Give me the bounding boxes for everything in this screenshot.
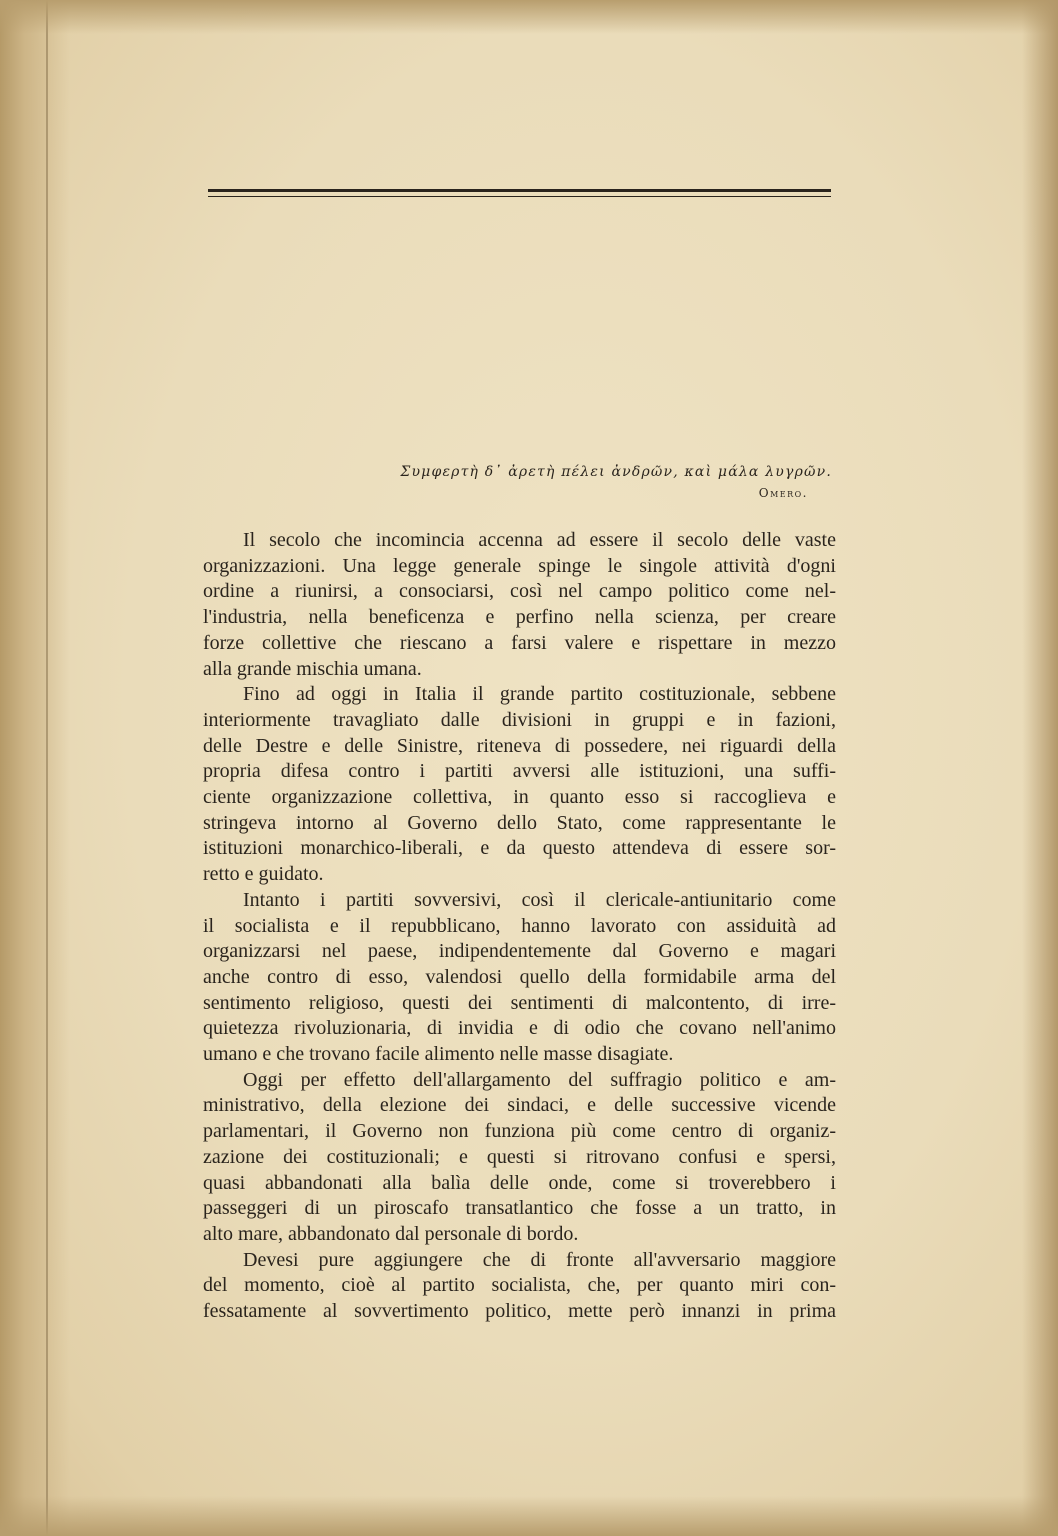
spine-crease xyxy=(46,0,48,1536)
bottom-edge-shadow xyxy=(0,1496,1058,1536)
right-edge-shadow xyxy=(1022,0,1058,1536)
top-edge-shadow xyxy=(0,0,1058,34)
text-line: alla grande mischia umana. xyxy=(203,657,422,680)
text-line: propria difesa contro i partiti avversi alle istituzioni, una suffi- xyxy=(203,760,836,783)
text-line: retto e guidato. xyxy=(203,863,324,886)
text-line: organizzarsi nel paese, indipendentemente dal Governo e magari xyxy=(203,940,836,963)
text-line: passeggeri di un piroscafo transatlantico che fosse a un tratto, in xyxy=(203,1197,836,1220)
text-line: Il secolo che incomincia accenna ad essere il secolo delle vaste xyxy=(243,529,836,551)
paragraph xyxy=(203,1068,836,1248)
text-line: anche contro di esso, valendosi quello della formidabile arma del xyxy=(203,965,836,988)
text-line: parlamentari, il Governo non funziona più come centro di organiz- xyxy=(203,1120,836,1143)
text-line: Oggi per effetto dell'allargamento del suffragio politico e am- xyxy=(243,1068,836,1091)
epigraph xyxy=(400,464,832,500)
text-line: ordine a riunirsi, a consociarsi, così nel campo politico come nel- xyxy=(203,580,836,603)
text-line: fessatamente al sovvertimento politico, mette però innanzi in prima xyxy=(203,1300,836,1323)
text-line: istituzioni monarchico-liberali, e da questo attendeva di essere sor- xyxy=(203,837,836,860)
text-line: l'industria, nella beneficenza e perfino nella scienza, per creare xyxy=(203,606,836,629)
paragraph xyxy=(203,888,836,1068)
text-line: Devesi pure aggiungere che di fronte all'avversario maggiore xyxy=(243,1248,836,1271)
text-line: Fino ad oggi in Italia il grande partito costituzionale, sebbene xyxy=(243,683,836,706)
spine-shadow xyxy=(0,0,70,1536)
text-line: stringeva intorno al Governo dello Stato, come rappresentante le xyxy=(203,811,836,834)
text-line: interiormente travagliato dalle divisioni in gruppi e in fazioni, xyxy=(203,708,836,731)
text-line: del momento, cioè al partito socialista, che, per quanto miri con- xyxy=(203,1274,836,1297)
body-text xyxy=(203,528,836,1325)
text-line: ministrativo, della elezione dei sindaci, e delle successive vicende xyxy=(203,1094,836,1117)
text-line: forze collettive che riescano a farsi valere e rispettare in mezzo xyxy=(203,631,836,654)
paragraph xyxy=(203,528,836,682)
text-line: zazione dei costituzionali; e questi si ritrovano confusi e spersi, xyxy=(203,1145,836,1168)
text-line: quietezza rivoluzionaria, di invidia e di odio che covano nell'animo xyxy=(203,1017,836,1040)
text-line: delle Destre e delle Sinistre, riteneva di possedere, nei riguardi della xyxy=(203,734,836,757)
text-line: ciente organizzazione collettiva, in quanto esso si raccoglieva e xyxy=(203,786,836,809)
header-rule-thin xyxy=(208,196,831,197)
text-line: il socialista e il repubblicano, hanno lavorato con assiduità ad xyxy=(203,914,836,937)
header-rule-thick xyxy=(208,189,831,192)
text-line: alto mare, abbandonato dal personale di bordo. xyxy=(203,1222,579,1245)
epigraph-author: Omero. xyxy=(758,486,808,500)
text-line: Intanto i partiti sovversivi, così il clericale-antiunitario come xyxy=(243,888,836,911)
paragraph xyxy=(203,682,836,888)
epigraph-quote: Συμφερτὴ δ᾽ ἀρετὴ πέλει ἀνδρῶν, καὶ μάλα λυγρῶν. xyxy=(400,464,832,480)
text-line: sentimento religioso, questi dei sentimenti di malcontento, di irre- xyxy=(203,991,836,1014)
text-line: quasi abbandonati alla balìa delle onde, come si troverebbero i xyxy=(203,1171,836,1194)
paragraph xyxy=(203,1248,836,1325)
text-line: umano e che trovano facile alimento nelle masse disagiate. xyxy=(203,1043,674,1066)
text-line: organizzazioni. Una legge generale spinge le singole attività d'ogni xyxy=(203,554,836,577)
